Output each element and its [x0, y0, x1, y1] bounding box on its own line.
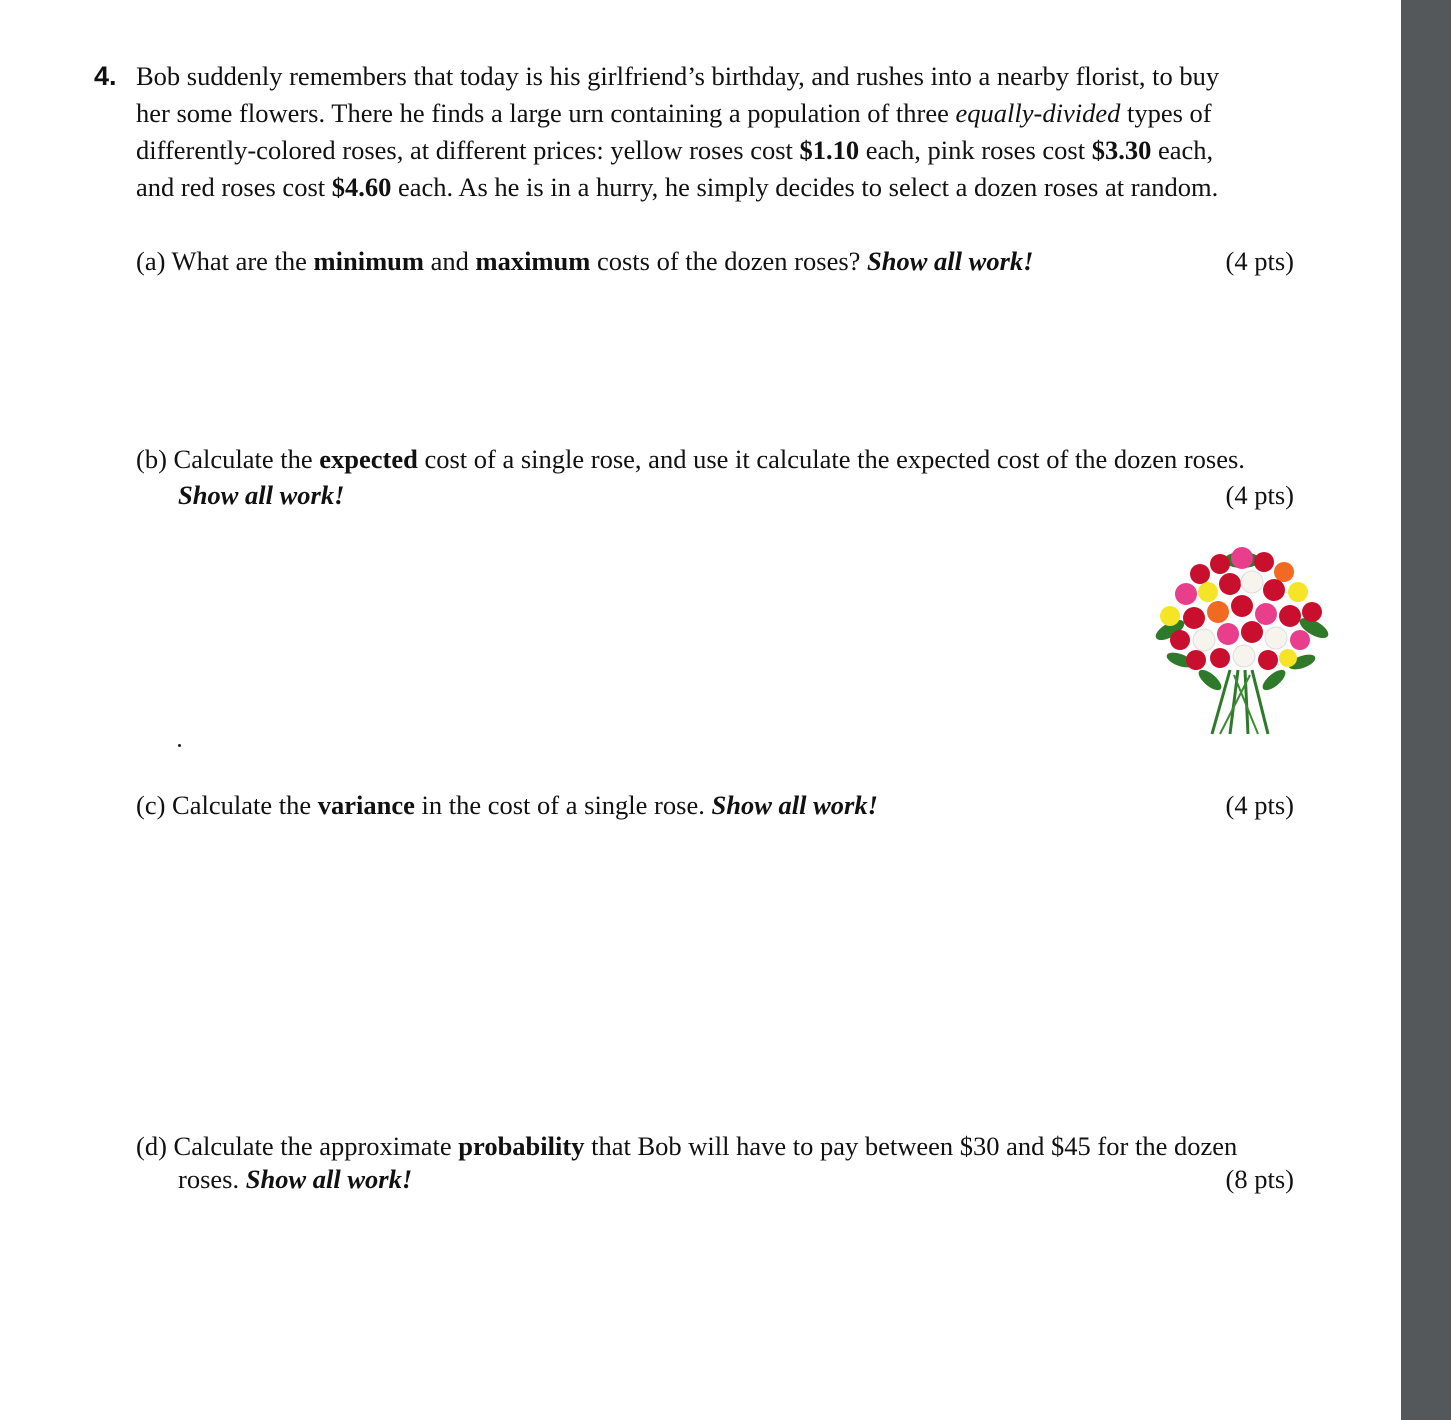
intro-line-1: Bob suddenly remembers that today is his girlfriend’s birthday, and rushes into a nearby florist, to buy: [136, 61, 1220, 91]
part-d: (d) Calculate the approximate probability that Bob will have to pay between $30 and $45 for the dozen roses. Show all work! (8 pts): [136, 1128, 1296, 1197]
leaves: [1153, 552, 1332, 694]
intro-line-2: her some flowers. There he finds a large urn containing a population of three equally-divided types of: [136, 98, 1212, 128]
stray-dot: [178, 744, 181, 747]
window-side-gutter: [1401, 0, 1451, 1420]
stems: [1212, 670, 1268, 734]
part-b: (b) Calculate the expected cost of a single rose, and use it calculate the expected cost of the dozen roses. Show all work! (4 pts): [136, 441, 1296, 513]
points-a: (4 pts): [1225, 246, 1294, 276]
roses: [1160, 547, 1322, 670]
points-d: (8 pts): [1225, 1164, 1294, 1194]
part-a: (a) What are the minimum and maximum costs of the dozen roses? Show all work! (4 pts): [136, 243, 1296, 279]
red-price: $4.60: [331, 172, 392, 202]
equally-divided-emphasis: equally-divided: [955, 98, 1121, 128]
show-all-work: Show all work!: [867, 246, 1034, 276]
yellow-price: $1.10: [799, 135, 860, 165]
intro-line-3: differently-colored roses, at different prices: yellow roses cost $1.10 each, pink roses cost $3.30 each,: [136, 135, 1214, 165]
points-b: (4 pts): [1225, 480, 1294, 510]
question-intro: [136, 58, 1296, 206]
show-all-work: Show all work!: [178, 480, 345, 510]
points-c: (4 pts): [1225, 790, 1294, 820]
show-all-work: Show all work!: [245, 1164, 413, 1194]
show-all-work: Show all work!: [711, 790, 878, 820]
intro-line-4: and red roses cost $4.60 each. As he is in a hurry, he simply decides to select a dozen roses at random.: [136, 172, 1219, 202]
part-c: (c) Calculate the variance in the cost of a single rose. Show all work! (4 pts): [136, 787, 1296, 823]
rose-bouquet-image: [1150, 540, 1332, 736]
question-number: 4.: [94, 61, 117, 91]
pink-price: $3.30: [1091, 135, 1152, 165]
